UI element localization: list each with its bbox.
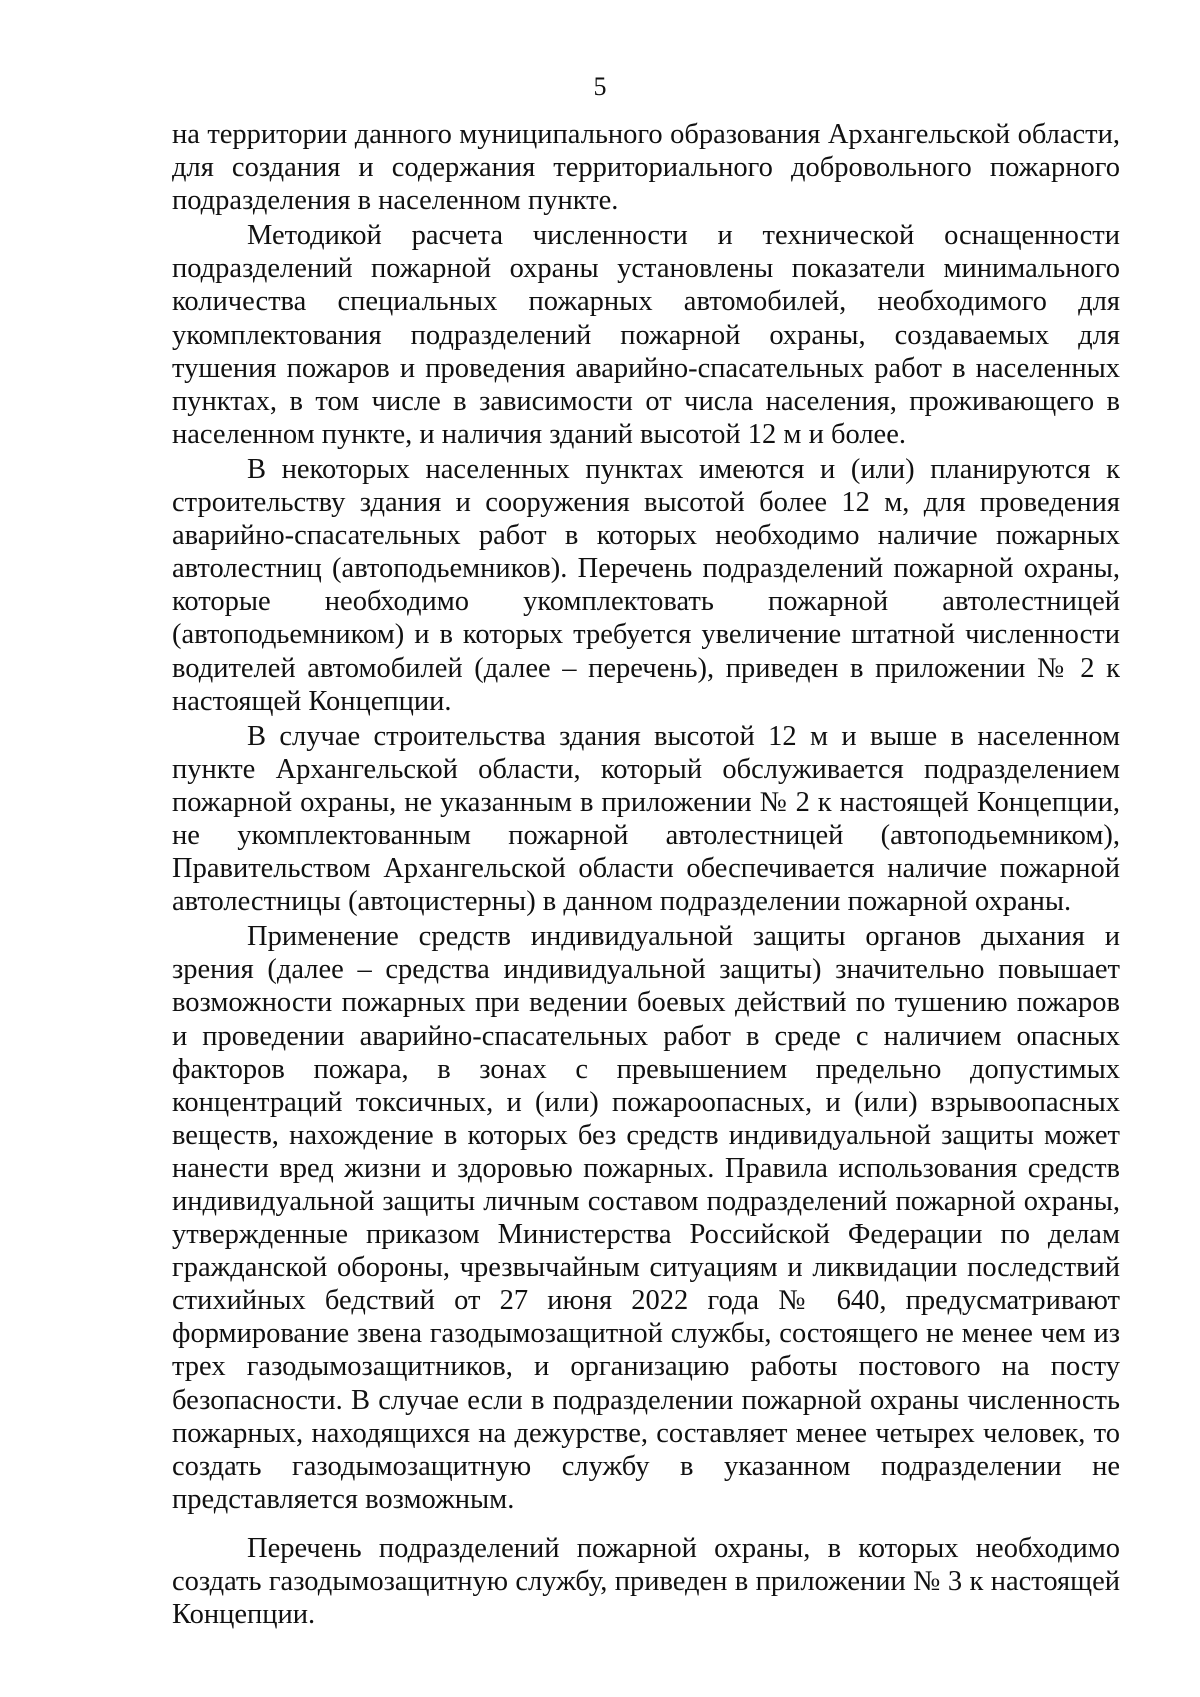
paragraph-high-buildings: В некоторых населенных пунктах имеются и (или) планируются к строительству здания и сооружения высотой более 12 м, для проведения аварийно-спасательных работ в которых необходимо наличие пожарных автолестниц (автоподьемников). Перечень подразделений пожарной охраны, которые необходимо укомплектовать пожарной автолестницей (автоподьемником) и в которых требуется увеличение штатной численности водителей автомобилей (далее – перечень), приведен в приложении № 2 к настоящей Концепции. [172, 453, 1120, 717]
paragraph-protective-equipment: Применение средств индивидуальной защиты органов дыхания и зрения (далее – средства индивидуальной защиты) значительно повышает возможности пожарных при ведении боевых действий по тушению пожаров и проведении аварийно-спасательных работ в среде с наличием опасных факторов пожара, в зонах с превышением предельно допустимых концентраций токсичных, и (или) пожароопасных, и (или) взрывоопасных веществ, нахождение в которых без средств индивидуальной защиты может нанести вред жизни и здоровью пожарных. Правила использования средств индивидуальной защиты личным составом подразделений пожарной охраны, утвержденные приказом Министерства Российской Федерации по делам гражданской обороны, чрезвычайным ситуациям и ликвидации последствий стихийных бедствий от 27 июня 2022 года № 640, предусматривают формирование звена газодымозащитной службы, состоящего не менее чем из трех газодымозащитников, и организацию работы постового на посту безопасности. В случае если в подразделении пожарной охраны численность пожарных, находящихся на дежурстве, составляет менее четырех человек, то создать газодымозащитную службу в указанном подразделении не представляется возможным. [172, 921, 1120, 1515]
paragraph-continuation: на территории данного муниципального образования Архангельской области, для создания и содержания территориального добровольного пожарного подразделения в населенном пункте. [172, 119, 1120, 217]
page-number: 5 [593, 72, 607, 101]
paragraph-methodology: Методикой расчета численности и технической оснащенности подразделений пожарной охраны установлены показатели минимального количества специальных пожарных автомобилей, необходимого для укомплектования подразделений пожарной охраны, создаваемых для тушения пожаров и проведения аварийно-спасательных работ в населенных пунктах, в том числе в зависимости от числа населения, проживающего в населенном пункте, и наличия зданий высотой 12 м и более. [172, 220, 1120, 450]
paragraph-gas-smoke-service: Перечень подразделений пожарной охраны, в которых необходимо создать газодымозащитную службу, приведен в приложении № 3 к настоящей Концепции. [172, 1532, 1120, 1631]
document-body [172, 118, 1120, 1633]
paragraph-construction-case: В случае строительства здания высотой 12 м и выше в населенном пункте Архангельской области, который обслуживается подразделением пожарной охраны, не указанным в приложении № 2 к настоящей Концепции, не укомплектованным пожарной автолестницей (автоподьемником), Правительством Архангельской области обеспечивается наличие пожарной автолестницы (автоцистерны) в данном подразделении пожарной охраны. [172, 720, 1120, 918]
